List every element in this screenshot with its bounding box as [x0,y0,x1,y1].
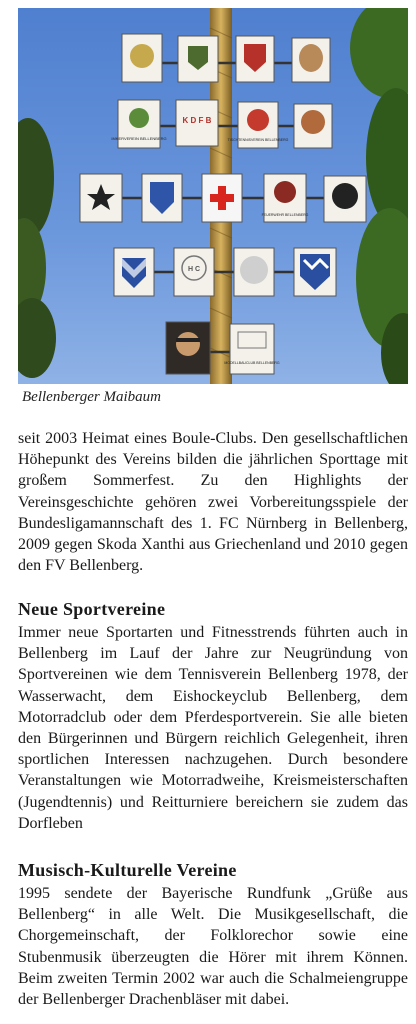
svg-text:K D F B: K D F B [182,116,212,125]
svg-text:MODELLBAUCLUB BELLENBERG: MODELLBAUCLUB BELLENBERG [224,361,280,365]
svg-text:IMKERVEREIN BELLENBERG: IMKERVEREIN BELLENBERG [111,136,167,141]
club-sign-feuerwehr [262,174,309,222]
club-sign [324,176,366,222]
club-sign [178,36,218,82]
club-sign [142,174,182,222]
kultur-paragraph: 1995 sendete der Bayerische Rundfunk „Grüße aus Bellenberg“ in alle Welt. Die Musikgesellschaft, die Chorgemeinschaft, der Folklorechor sowie eine Stubenmusik überzeugten die Hörer mit ihrem Können. Beim zweiten Termin 2002 war auch die Schalmeiengruppe der Bellenberger Drachenbläser mit dabei. [18,885,408,1009]
photo-caption: Bellenberger Maibaum [22,389,161,405]
club-sign-kdfb [176,100,218,146]
club-sign [292,38,330,82]
club-sign [294,104,332,148]
maibaum-photo [18,8,408,384]
heading-neue-sportvereine: Neue Sportvereine [18,599,166,619]
club-sign [234,248,274,296]
club-sign-modellbauclub [224,324,280,374]
club-sign [80,174,122,222]
club-sign [294,248,336,296]
svg-text:H C: H C [187,266,201,273]
club-sign-rotes-kreuz [202,174,242,222]
heading-musisch-kulturelle-vereine: Musisch-Kulturelle Vereine [18,860,237,880]
svg-text:TISCHTENNISVEREIN BELLENBERG: TISCHTENNISVEREIN BELLENBERG [227,138,289,142]
club-sign [236,36,274,82]
club-sign-hc [174,248,214,296]
svg-text:FEUERWEHR BELLENBERG: FEUERWEHR BELLENBERG [261,213,309,217]
club-sign [114,248,154,296]
club-sign [166,322,210,374]
intro-paragraph: seit 2003 Heimat eines Boule-Clubs. Den gesellschaftlichen Höhepunkt des Vereins bilden die jährlichen Sporttage mit großem Sommerfest. Zu den Highlights der Vereinsgeschichte gehören zwei Vorbereitungsspiele der Bundesligamannschaft des 1. FC Nürnberg in Bellenberg, 2009 gegen Skoda Xanthi aus Griechenland und 2010 gegen den FV Bellenberg. [18,430,408,575]
sportvereine-paragraph: Immer neue Sportarten und Fitnesstrends führten auch in Bellenberg im Lauf der Jahre zur Neugründung von Sportvereinen wie dem Tennisverein Bellenberg 1978, der Wasserwacht, dem Eishockeyclub Bellenberg, dem Motorradclub oder dem Pferdesportverein. Sie alle bieten den Bürgerinnen und Bürgern reichlich Gelegenheit, ihren sportlichen Interessen nachzugehen. Durch besondere Veranstaltungen wie Motorradweihe, Kreismeisterschaften (Jugendtennis) und Reitturniere bereichern sie zudem das Dorfleben [18,624,408,832]
club-sign-imkerverein [111,100,166,148]
club-sign [122,34,162,82]
